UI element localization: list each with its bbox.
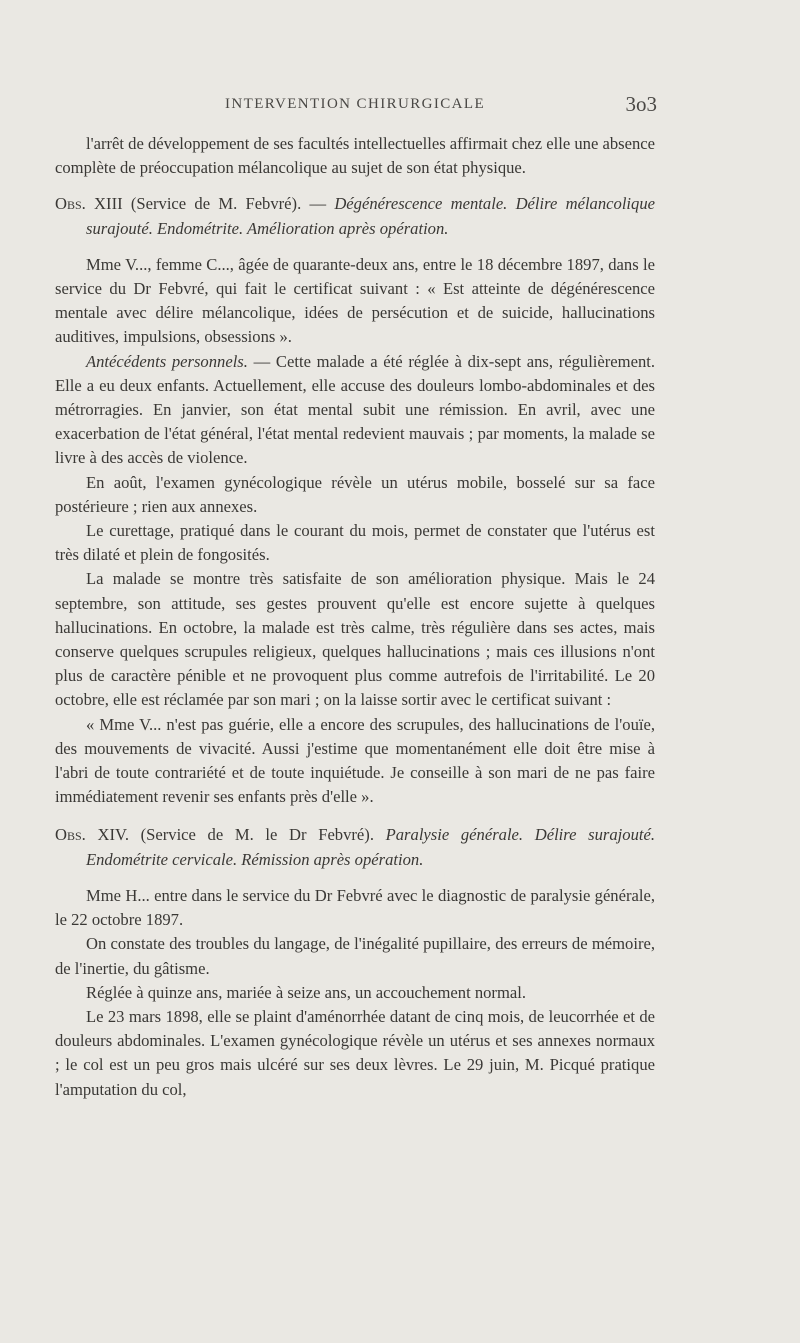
paragraph-3 — [55, 350, 655, 471]
observation-14-title: Paralysie générale. Délire surajouté. Endométrite cervicale. Rémission après opération. — [86, 825, 655, 869]
paragraph-8: Mme H... entre dans le service du Dr Febvré avec le diagnostic de paralysie générale, le 22 octobre 1897. — [55, 885, 655, 930]
observation-13-title: Dégénérescence mentale. Délire mélancolique surajouté. Endométrite. Amélioration après opération. — [86, 194, 655, 238]
paragraph-3-text: — Cette malade a été réglée à dix-sept ans, régulièrement. Elle a eu deux enfants. Actuellement, elle accuse des douleurs lombo-abdominales et des métrorragies. En janvier, son état mental subit une rémission. En avril, avec une exacerbation de l'état général, l'état mental redevient mauvais ; par moments, la malade se livre à des accès de violence. — [55, 351, 655, 468]
observation-14-heading — [55, 823, 655, 871]
observation-14-service: (Service de M. le Dr Febvré). — [140, 825, 386, 845]
paragraph-6: La malade se montre très satisfaite de son amélioration physique. Mais le 24 septembre, son attitude, ses gestes prouvent qu'elle est encore sujette à quelques hallucinations. En octobre, la malade est très calme, très régulière dans ses actes, mais conserve quelques scrupules religieux, quelques hallucinations ; mais ces illusions n'ont plus de caractère pénible et ne provoquent plus comme autrefois de l'irritabilité. Le 20 octobre, elle est réclamée par son mari ; on la laisse sortir avec le certificat suivant : — [55, 569, 655, 710]
running-title: INTERVENTION CHIRURGICALE — [225, 96, 486, 112]
paragraph-3-lead: Antécédents personnels. — [86, 351, 248, 371]
paragraph-9: On constate des troubles du langage, de l'inégalité pupillaire, des erreurs de mémoire, de l'inertie, du gâtisme. — [55, 934, 655, 978]
paragraph-10: Réglée à quinze ans, mariée à seize ans, un accouchement normal. — [86, 982, 526, 1002]
running-header — [55, 94, 655, 118]
paragraph-2: Mme V..., femme C..., âgée de quarante-deux ans, entre le 18 décembre 1897, dans le service du Dr Febvré, qui fait le certificat suivant : « Est atteinte de dégénérescence mentale avec délire mélancolique, idées de persécution et de suicide, hallucinations auditives, impulsions, obsessions ». — [55, 254, 655, 347]
observation-13-label: Obs. XIII — [55, 194, 123, 214]
observation-14-label: Obs. XIV. — [55, 825, 129, 845]
paragraph-7: « Mme V... n'est pas guérie, elle a encore des scrupules, des hallucinations de l'ouïe, des mouvements de vivacité. Aussi j'estime que momentanément elle doit être mise à l'abri de toute contrariété et de toute inquiétude. Je conseille à son mari de ne pas faire immédiatement revenir ses enfants près d'elle ». — [55, 714, 655, 807]
observation-13-service: (Service de M. Febvré). — — [130, 194, 335, 214]
paragraph-1: l'arrêt de développement de ses facultés intellectuelles affirmait chez elle une absence complète de préoccupation mélancolique au sujet de son état physique. — [55, 134, 655, 178]
page-number: 3o3 — [625, 92, 657, 116]
observation-13-heading — [55, 192, 655, 240]
paragraph-11: Le 23 mars 1898, elle se plaint d'aménorrhée datant de cinq mois, de leucorrhée et de douleurs abdominales. L'examen gynécologique révèle un utérus et ses annexes normaux ; le col est un peu gros mais ulcéré sur ses deux lèvres. Le 29 juin, M. Picqué pratique l'amputation du col, — [55, 1006, 655, 1099]
paragraph-4: En août, l'examen gynécologique révèle un utérus mobile, bosselé sur sa face postérieure ; rien aux annexes. — [55, 472, 655, 516]
paragraph-5: Le curettage, pratiqué dans le courant du mois, permet de constater que l'utérus est très dilaté et plein de fongosités. — [55, 521, 655, 565]
body-text — [55, 132, 655, 1102]
